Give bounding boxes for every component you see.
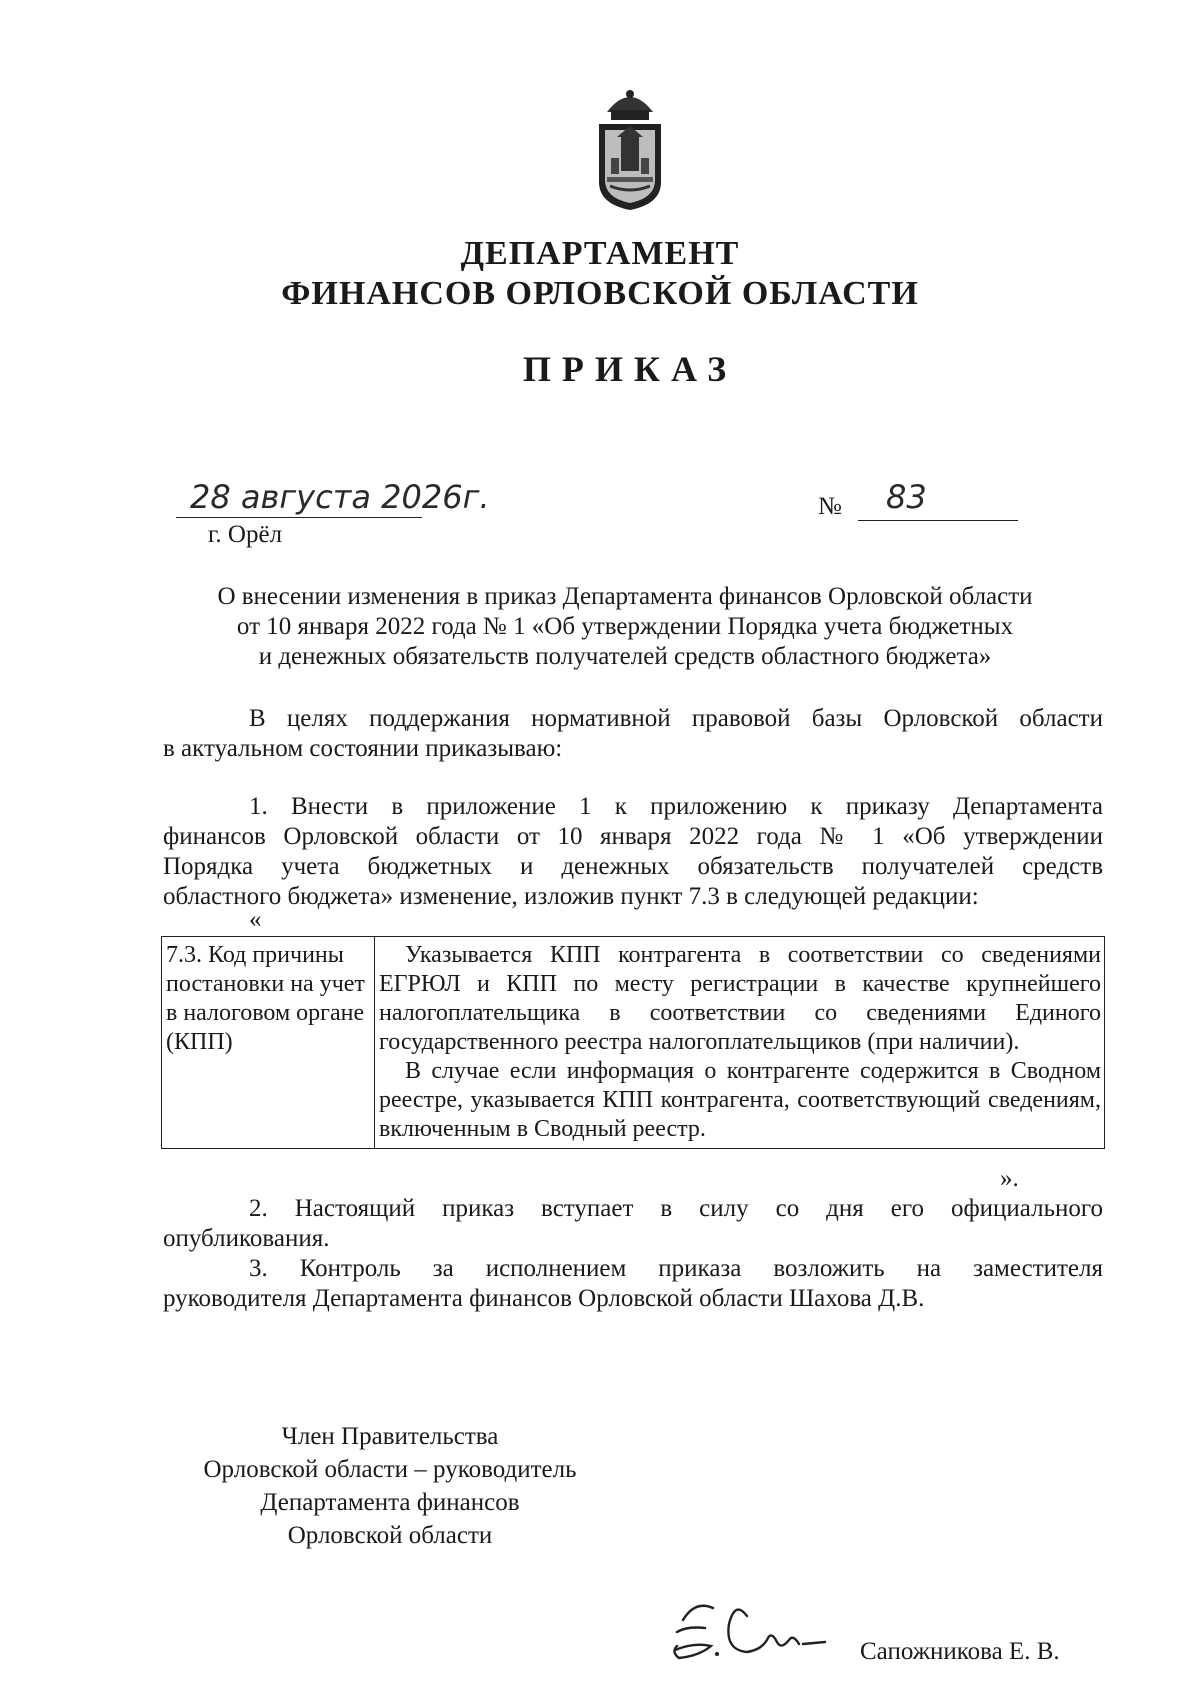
- position-line3: Департамента финансов: [260, 1489, 520, 1516]
- org-name-line2: ФИНАНСОВ ОРЛОВСКОЙ ОБЛАСТИ: [281, 275, 919, 312]
- item2-line1: 2. Настоящий приказ вступает в силу со дня его официального: [249, 1195, 1103, 1222]
- item-3: [163, 1254, 1103, 1314]
- subject-line2: от 10 января 2022 года № 1 «Об утверждении Порядка учета бюджетных: [236, 613, 1014, 640]
- code-cell: 7.3. Код причины постановки на учет в налоговом органе (КПП): [162, 937, 375, 1149]
- position-line1: Член Правительства: [281, 1423, 499, 1450]
- item1-line2: финансов Орловской области от 10 января 2022 года № 1 «Об утверждении: [163, 823, 1103, 850]
- date-underline: [176, 517, 422, 518]
- preamble: [163, 704, 1103, 764]
- table-row: [162, 937, 1105, 1149]
- subject-line3: и денежных обязательств получателей средств областного бюджета»: [258, 643, 992, 670]
- coat-of-arms-emblem: [585, 82, 675, 212]
- item1-line4: областного бюджета» изменение, изложив пункт 7.3 в следующей редакции:: [163, 883, 979, 910]
- description-cell: [375, 937, 1105, 1149]
- handwritten-number: 83: [886, 478, 927, 516]
- preamble-line2: в актуальном состоянии приказываю:: [163, 735, 563, 762]
- item3-line2: руководителя Департамента финансов Орловской области Шахова Д.В.: [163, 1285, 925, 1312]
- item1-line1: 1. Внести в приложение 1 к приложению к приказу Департамента: [249, 793, 1103, 820]
- description-paragraph1: Указывается КПП контрагента в соответствии со сведениями ЕГРЮЛ и КПП по месту регистрации в качестве крупнейшего налогоплательщика в соответствии со сведениями Единого государственного реестра налогоплательщиков (при наличии).: [379, 942, 1101, 1055]
- item-2: [163, 1194, 1103, 1254]
- item2-line2: опубликования.: [163, 1225, 330, 1252]
- item-1: [163, 792, 1103, 912]
- preamble-line1: В целях поддержания нормативной правовой базы Орловской области: [249, 705, 1103, 732]
- number-underline: [858, 520, 1018, 521]
- item3-line1: 3. Контроль за исполнением приказа возложить на заместителя: [249, 1255, 1103, 1282]
- amendment-table: [161, 936, 1105, 1149]
- item1-line3: Порядка учета бюджетных и денежных обязательств получателей средств: [163, 853, 1103, 880]
- document-type-title: ПРИКАЗ: [522, 349, 738, 389]
- city: г. Орёл: [208, 521, 283, 548]
- signatory-position: [170, 1420, 610, 1552]
- signatory-name: Сапожникова Е. В.: [860, 1638, 1060, 1665]
- close-quote: ».: [1000, 1165, 1019, 1192]
- description-paragraph2: В случае если информация о контрагенте содержится в Сводном реестре, указывается КПП контрагента, соответствующий сведениям, включенным в Сводный реестр.: [379, 1058, 1101, 1142]
- handwritten-signature: [665, 1580, 835, 1670]
- position-line2: Орловской области – руководитель: [203, 1456, 577, 1483]
- org-name-line1: ДЕПАРТАМЕНТ: [460, 235, 740, 272]
- handwritten-date: 28 августа 2026г.: [190, 478, 490, 516]
- number-label: №: [818, 493, 842, 520]
- position-line4: Орловской области: [287, 1522, 493, 1549]
- subject-line1: О внесении изменения в приказ Департамента финансов Орловской области: [217, 583, 1033, 610]
- open-quote: «: [249, 906, 262, 933]
